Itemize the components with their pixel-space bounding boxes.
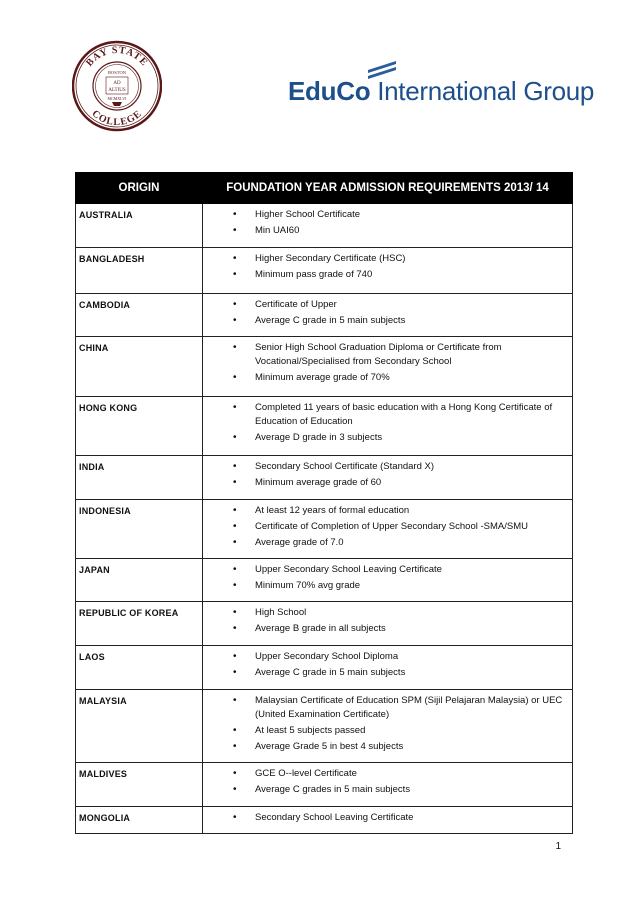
requirements-list bbox=[203, 563, 566, 593]
requirement-item: • Average Grade 5 in best 4 subjects bbox=[233, 740, 566, 754]
requirements-cell bbox=[203, 456, 573, 500]
page-number: 1 bbox=[555, 841, 561, 852]
requirements-list bbox=[203, 650, 566, 680]
table-row bbox=[76, 559, 573, 602]
requirements-cell bbox=[203, 397, 573, 456]
table-row bbox=[76, 602, 573, 646]
origin-cell: CAMBODIA bbox=[76, 294, 203, 337]
requirement-item: • Average C grades in 5 main subjects bbox=[233, 783, 566, 797]
table-row bbox=[76, 646, 573, 690]
svg-text:COLLEGE: COLLEGE bbox=[89, 108, 145, 129]
table-row bbox=[76, 248, 573, 294]
requirement-item: • Higher Secondary Certificate (HSC) bbox=[233, 252, 566, 266]
requirements-list bbox=[203, 811, 566, 825]
requirements-cell bbox=[203, 500, 573, 559]
requirement-item: • At least 12 years of formal education bbox=[233, 504, 566, 518]
requirement-item: • GCE O--level Certificate bbox=[233, 767, 566, 781]
requirements-list bbox=[203, 767, 566, 797]
requirements-cell bbox=[203, 204, 573, 248]
requirements-list bbox=[203, 341, 566, 385]
requirement-item: • Completed 11 years of basic education with a Hong Kong Certificate of Education of Education bbox=[233, 401, 566, 429]
educo-logo-edu: Edu bbox=[288, 76, 337, 106]
requirements-cell bbox=[203, 763, 573, 807]
requirement-item: • At least 5 subjects passed bbox=[233, 724, 566, 738]
requirement-item: • Minimum average grade of 60 bbox=[233, 476, 566, 490]
requirements-list bbox=[203, 504, 566, 550]
requirement-item: • Upper Secondary School Leaving Certificate bbox=[233, 563, 566, 577]
requirement-item: • Certificate of Completion of Upper Secondary School -SMA/SMU bbox=[233, 520, 566, 534]
origin-cell: LAOS bbox=[76, 646, 203, 690]
bay-state-college-seal-logo bbox=[72, 40, 162, 132]
requirements-cell bbox=[203, 248, 573, 294]
requirement-item: • Average B grade in all subjects bbox=[233, 622, 566, 636]
requirement-item: • Secondary School Leaving Certificate bbox=[233, 811, 566, 825]
requirements-cell bbox=[203, 807, 573, 834]
requirements-cell bbox=[203, 559, 573, 602]
origin-column-header: ORIGIN bbox=[76, 173, 203, 204]
table-row bbox=[76, 294, 573, 337]
requirements-cell bbox=[203, 294, 573, 337]
requirements-list bbox=[203, 208, 566, 238]
requirements-cell bbox=[203, 690, 573, 763]
educo-logo-rest: International Group bbox=[370, 76, 595, 106]
table-header-row bbox=[76, 173, 573, 204]
origin-cell: MONGOLIA bbox=[76, 807, 203, 834]
svg-text:BOSTON: BOSTON bbox=[108, 70, 126, 75]
table-row bbox=[76, 690, 573, 763]
requirement-item: • Min UAI60 bbox=[233, 224, 566, 238]
requirement-item: • Higher School Certificate bbox=[233, 208, 566, 222]
svg-text:ALTIUS: ALTIUS bbox=[108, 88, 126, 93]
requirement-item: • Senior High School Graduation Diploma or Certificate from Vocational/Specialised from Secondary School bbox=[233, 341, 566, 369]
table-row bbox=[76, 397, 573, 456]
requirements-list bbox=[203, 606, 566, 636]
table-row bbox=[76, 204, 573, 248]
requirements-list bbox=[203, 401, 566, 445]
table-body bbox=[76, 204, 573, 834]
requirement-item: • Malaysian Certificate of Education SPM (Sijil Pelajaran Malaysia) or UEC (United Examination Certificate) bbox=[233, 694, 566, 722]
table-row bbox=[76, 500, 573, 559]
origin-cell: JAPAN bbox=[76, 559, 203, 602]
requirement-item: • High School bbox=[233, 606, 566, 620]
requirement-item: • Average C grade in 5 main subjects bbox=[233, 666, 566, 680]
requirement-item: • Average C grade in 5 main subjects bbox=[233, 314, 566, 328]
origin-cell: AUSTRALIA bbox=[76, 204, 203, 248]
educo-international-group-logo bbox=[288, 56, 595, 106]
svg-text:MCMXLVI: MCMXLVI bbox=[107, 96, 127, 101]
requirements-list bbox=[203, 252, 566, 282]
origin-cell: MALDIVES bbox=[76, 763, 203, 807]
requirements-list bbox=[203, 694, 566, 754]
origin-cell: MALAYSIA bbox=[76, 690, 203, 763]
requirement-item: • Average grade of 7.0 bbox=[233, 536, 566, 550]
requirement-item: • Minimum pass grade of 740 bbox=[233, 268, 566, 282]
requirements-list bbox=[203, 460, 566, 490]
origin-cell: REPUBLIC OF KOREA bbox=[76, 602, 203, 646]
origin-cell: BANGLADESH bbox=[76, 248, 203, 294]
requirement-item: • Minimum average grade of 70% bbox=[233, 371, 566, 385]
requirement-item: • Minimum 70% avg grade bbox=[233, 579, 566, 593]
requirements-cell bbox=[203, 602, 573, 646]
requirements-cell bbox=[203, 337, 573, 397]
requirements-cell bbox=[203, 646, 573, 690]
origin-cell: INDONESIA bbox=[76, 500, 203, 559]
table-row bbox=[76, 456, 573, 500]
admission-requirements-table bbox=[75, 172, 573, 834]
educo-logo-co: Co bbox=[336, 76, 371, 106]
svg-text:AD: AD bbox=[113, 81, 121, 86]
requirement-item: • Upper Secondary School Diploma bbox=[233, 650, 566, 664]
table-row bbox=[76, 763, 573, 807]
requirements-column-header: FOUNDATION YEAR ADMISSION REQUIREMENTS 2013/ 14 bbox=[203, 173, 573, 204]
table-row bbox=[76, 807, 573, 834]
svg-text:BAY STATE: BAY STATE bbox=[84, 44, 150, 69]
table-row bbox=[76, 337, 573, 397]
origin-cell: INDIA bbox=[76, 456, 203, 500]
origin-cell: CHINA bbox=[76, 337, 203, 397]
requirement-item: • Certificate of Upper bbox=[233, 298, 566, 312]
requirements-list bbox=[203, 298, 566, 328]
origin-cell: HONG KONG bbox=[76, 397, 203, 456]
requirement-item: • Average D grade in 3 subjects bbox=[233, 431, 566, 445]
requirement-item: • Secondary School Certificate (Standard X) bbox=[233, 460, 566, 474]
